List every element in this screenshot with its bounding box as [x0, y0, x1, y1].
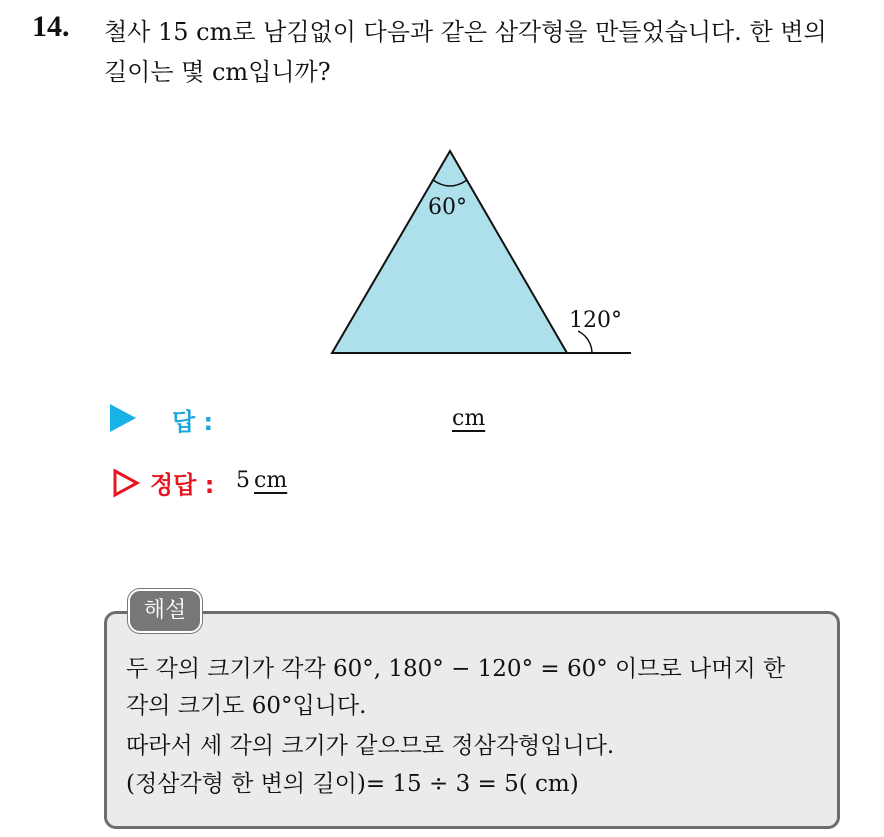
correct-answer-number: 5	[236, 468, 250, 493]
correct-answer-unit: cm	[254, 468, 288, 493]
exterior-angle-arc	[578, 331, 592, 353]
top-angle-label: 60°	[428, 195, 467, 220]
explanation-tab: 해설	[128, 589, 202, 633]
question-text-line-1: 철사 15 cm로 남김없이 다음과 같은 삼각형을 만들었습니다. 한 변의	[104, 18, 827, 46]
exterior-angle-label: 120°	[569, 308, 622, 333]
explanation-line-1: 두 각의 크기가 각각 60°, 180° − 120° = 60° 이므로 나머지 한	[126, 656, 786, 682]
question-text-line-2: 길이는 몇 cm입니까?	[104, 58, 331, 86]
correct-answer-label: 정답 :	[150, 471, 215, 499]
answer-label: 답 :	[172, 408, 214, 436]
triangle-figure	[0, 0, 884, 400]
correct-marker-icon	[112, 468, 140, 498]
question-number: 14.	[32, 10, 70, 43]
explanation-line-3: 따라서 세 각의 크기가 같으므로 정삼각형입니다.	[126, 733, 615, 759]
explanation-line-2: 각의 크기도 60°입니다.	[126, 693, 367, 719]
answer-unit: cm	[452, 406, 486, 431]
correct-answer-value	[236, 468, 287, 493]
answer-marker-icon	[110, 404, 136, 432]
explanation-line-4: (정삼각형 한 변의 길이)= 15 ÷ 3 = 5( cm)	[126, 771, 579, 797]
triangle-shape	[332, 151, 567, 353]
